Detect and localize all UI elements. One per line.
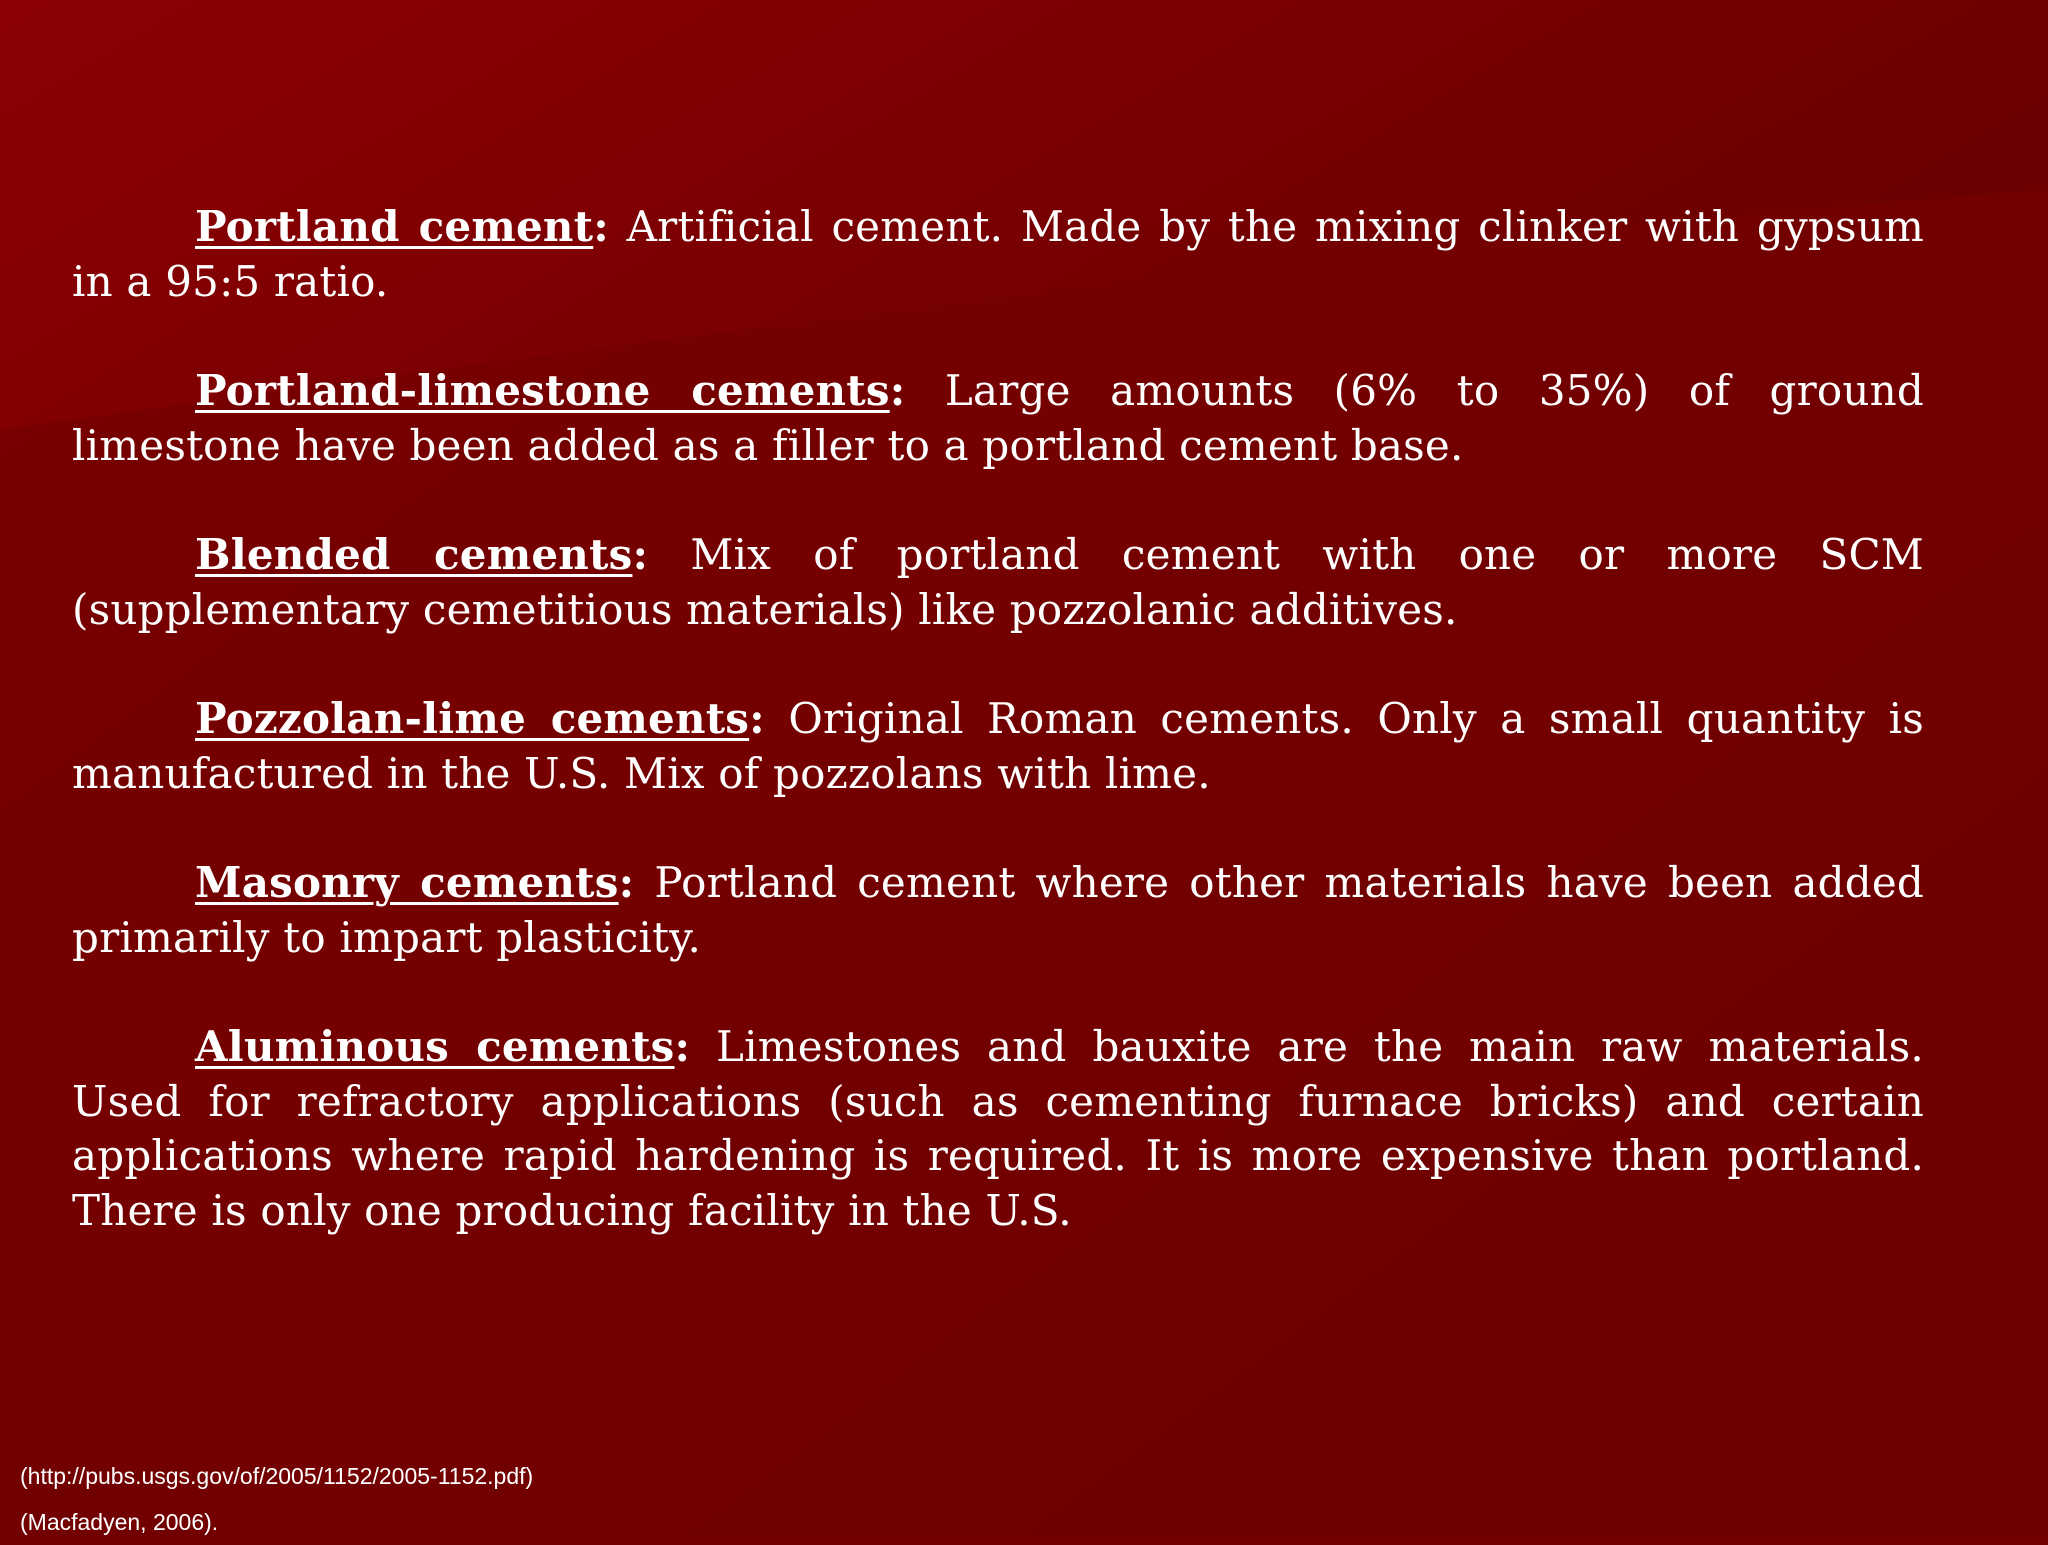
slide-body <box>72 200 1924 1293</box>
term-description: Limestones and bauxite are the main raw materials. Used for refractory applications (such as cementing furnace bricks) and certain applications where rapid hardening is required. It is more expensive than portland. There is only one producing facility in the U.S. <box>72 1022 1924 1235</box>
term-label: Portland cement <box>195 202 594 251</box>
term-label: Blended cements <box>195 530 633 579</box>
term-label: Masonry cements <box>195 858 619 907</box>
paragraph-blended-cements: Blended cements: Mix of portland cement with one or more SCM (supplementary cemetitious materials) like pozzolanic additives. <box>72 530 1924 634</box>
references <box>20 1453 533 1545</box>
term-description: Mix of portland cement with one or more SCM (supplementary cemetitious materials) like pozzolanic additives. <box>72 530 1924 634</box>
paragraph-portland-cement: Portland cement: Artificial cement. Made by the mixing clinker with gypsum in a 95:5 ratio. <box>72 202 1924 306</box>
term-label: Pozzolan-lime cements <box>195 694 750 743</box>
paragraph-masonry-cements: Masonry cements: Portland cement where other materials have been added primarily to impart plasticity. <box>72 858 1924 962</box>
paragraph-aluminous-cements: Aluminous cements: Limestones and bauxite are the main raw materials. Used for refractory applications (such as cementing furnace bricks) and certain applications where rapid hardening is required. It is more expensive than portland. There is only one producing facility in the U.S. <box>72 1022 1924 1235</box>
reference-citation: (Macfadyen, 2006). <box>20 1509 219 1535</box>
paragraph-portland-limestone-cements: Portland-limestone cements: Large amounts (6% to 35%) of ground limestone have been added as a filler to a portland cement base. <box>72 366 1924 470</box>
term-label: Portland-limestone cements <box>195 366 890 415</box>
term-description: Portland cement where other materials have been added primarily to impart plasticity. <box>72 858 1924 962</box>
paragraph-pozzolan-lime-cements: Pozzolan-lime cements: Original Roman cements. Only a small quantity is manufactured in the U.S. Mix of pozzolans with lime. <box>72 694 1924 798</box>
term-description: Artificial cement. Made by the mixing clinker with gypsum in a 95:5 ratio. <box>72 202 1924 306</box>
term-label: Aluminous cements <box>195 1022 675 1071</box>
term-description: Large amounts (6% to 35%) of ground limestone have been added as a filler to a portland cement base. <box>72 366 1924 470</box>
term-description: Original Roman cements. Only a small quantity is manufactured in the U.S. Mix of pozzolans with lime. <box>72 694 1924 798</box>
reference-url: (http://pubs.usgs.gov/of/2005/1152/2005-1152.pdf) <box>20 1463 534 1489</box>
